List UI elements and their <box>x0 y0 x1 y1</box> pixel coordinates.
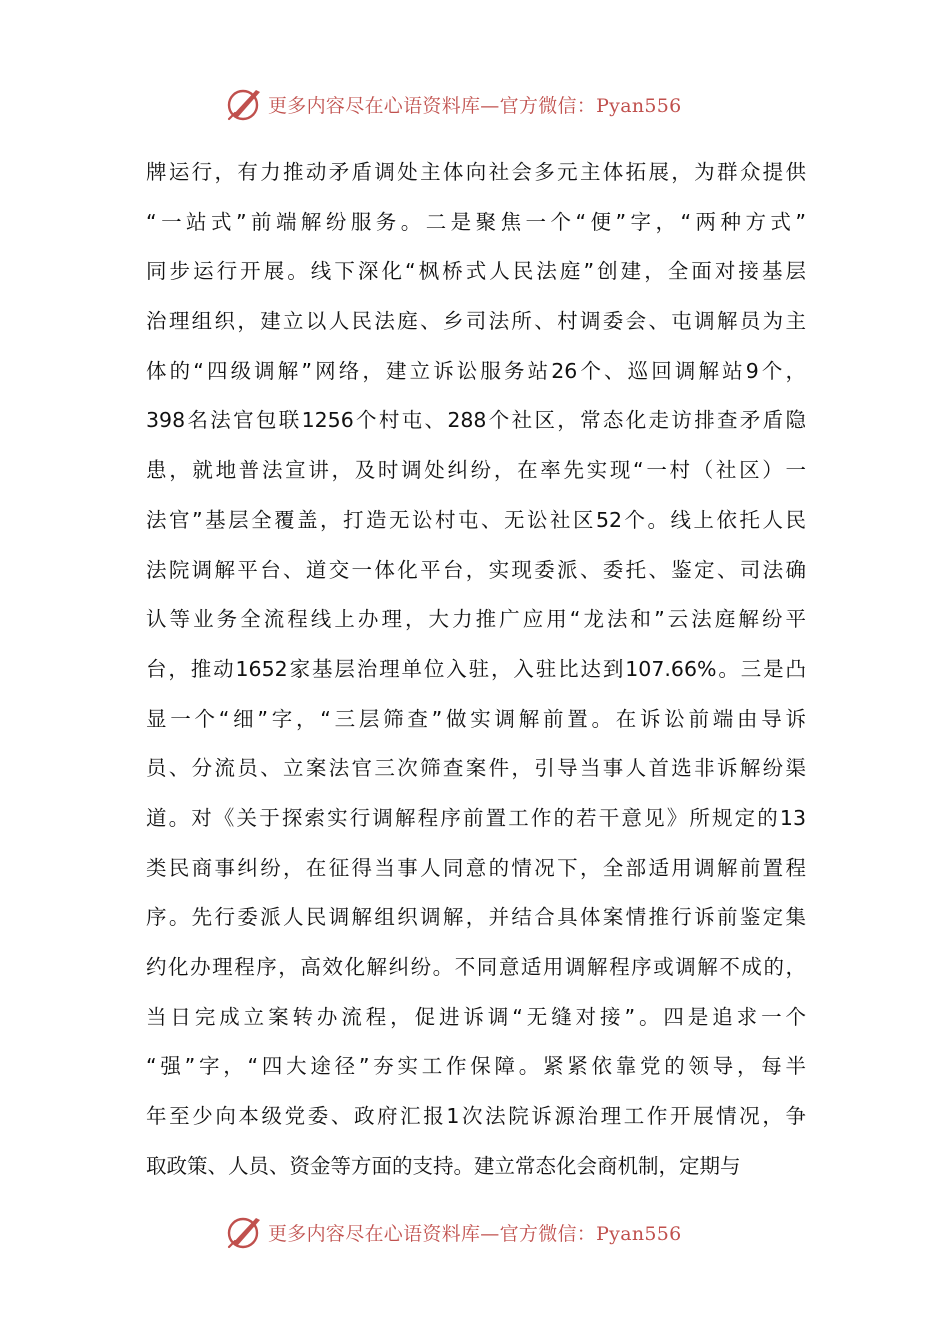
text-line: 年至少向本级党委、政府汇报1次法院诉源治理工作开展情况，争 <box>146 1104 806 1129</box>
footer-banner-text: 更多内容尽在心语资料库—官方微信：Pyan556 <box>268 1222 682 1245</box>
text-line: “一站式”前端解纷服务。二是聚焦一个“便”字，“两种方式” <box>146 209 806 234</box>
text-line: 法官”基层全覆盖，打造无讼村屯、无讼社区52个。线上依托人民 <box>146 507 806 532</box>
text-line: “强”字，“四大途径”夯实工作保障。紧紧依靠党的领导，每半 <box>146 1054 806 1079</box>
text-line: 患，就地普法宣讲，及时调处纠纷，在率先实现“一村（社区）一 <box>146 458 806 483</box>
text-line: 治理组织，建立以人民法庭、乡司法所、村调委会、屯调解员为主 <box>146 309 806 334</box>
text-line: 序。先行委派人民调解组织调解，并结合具体案情推行诉前鉴定集 <box>146 905 806 930</box>
text-line: 同步运行开展。线下深化“枫桥式人民法庭”创建，全面对接基层 <box>146 259 806 284</box>
header-banner <box>226 84 682 124</box>
text-line: 体的“四级调解”网络，建立诉讼服务站26个、巡回调解站9个， <box>146 358 806 383</box>
text-line: 法院调解平台、道交一体化平台，实现委派、委托、鉴定、司法确 <box>146 557 806 582</box>
text-line: 显一个“细”字，“三层筛查”做实调解前置。在诉讼前端由导诉 <box>146 706 806 731</box>
text-line: 当日完成立案转办流程，促进诉调“无缝对接”。四是追求一个 <box>146 1004 806 1029</box>
document-body <box>146 148 806 1191</box>
text-line: 牌运行，有力推动矛盾调处主体向社会多元主体拓展，为群众提供 <box>146 160 806 184</box>
quill-pen-logo-icon <box>226 1214 264 1250</box>
text-line: 台，推动1652家基层治理单位入驻，入驻比达到107.66%。三是凸 <box>146 656 806 681</box>
text-line: 取政策、人员、资金等方面的支持。建立常态化会商机制，定期与 <box>146 1153 741 1178</box>
text-line: 员、分流员、立案法官三次筛查案件，引导当事人首选非诉解纷渠 <box>146 756 806 781</box>
header-banner-text: 更多内容尽在心语资料库—官方微信：Pyan556 <box>268 94 682 117</box>
text-line: 约化办理程序，高效化解纠纷。不同意适用调解程序或调解不成的， <box>146 955 806 979</box>
text-line: 类民商事纠纷，在征得当事人同意的情况下，全部适用调解前置程 <box>146 855 806 880</box>
text-line: 398名法官包联1256个村屯、288个社区，常态化走访排查矛盾隐 <box>146 408 806 433</box>
footer-banner <box>226 1212 682 1252</box>
quill-pen-logo-icon <box>226 86 264 122</box>
text-line: 道。对《关于探索实行调解程序前置工作的若干意见》所规定的13 <box>146 805 806 830</box>
text-line: 认等业务全流程线上办理，大力推广应用“龙法和”云法庭解纷平 <box>146 607 806 632</box>
